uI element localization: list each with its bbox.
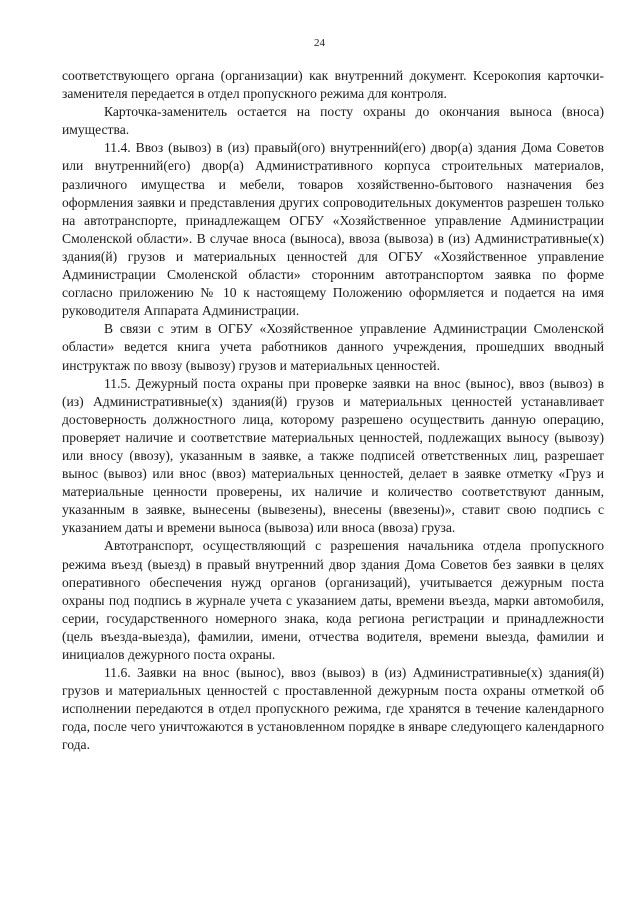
paragraph: Карточка-заменитель остается на посту охраны до окончания выноса (вноса) имущества. <box>62 104 604 138</box>
paragraph-11-6: 11.6. Заявки на внос (вынос), ввоз (вывоз) в (из) Административные(х) здания(й) грузов и материальных ценностей с проставленной дежурным поста охраны отметкой об исполнении передаются в отдел пропускного режима, где хранятся в течение календарного года, после чего уничтожаются в установленном порядке в январе следующего календарного года. <box>62 665 604 753</box>
paragraph: Автотранспорт, осуществляющий с разрешения начальника отдела пропускного режима въезд (выезд) в правый внутренний двор здания Дома Советов без заявки в целях оперативного обеспечения нужд органов (организаций), учитывается дежурным поста охраны под подпись в журнале учета с указанием даты, времени въезда, марки автомобиля, серии, государственного номерного знака, кода региона регистрации и принадлежности (цель въезда-выезда), фамилии, имени, отчества водителя, времени выезда, фамилии и инициалов дежурного поста охраны. <box>62 538 604 662</box>
paragraph: В связи с этим в ОГБУ «Хозяйственное управление Администрации Смоленской области» ведется книга учета работников данного учреждения, прошедших вводный инструктаж по ввозу (вывозу) грузов и материальных ценностей. <box>62 321 604 373</box>
page-number: 24 <box>314 37 325 49</box>
document-body <box>62 67 604 755</box>
paragraph: соответствующего органа (организации) как внутренний документ. Ксерокопия карточки-заменителя передается в отдел пропускного режима для контроля. <box>62 68 604 102</box>
paragraph-11-5: 11.5. Дежурный поста охраны при проверке заявки на внос (вынос), ввоз (вывоз) в (из) Административные(х) здания(й) грузов и материальных ценностей устанавливает достоверность должностного лица, которому разрешено осуществить данную операцию, проверяет наличие и соответствие материальных ценностей, подлежащих выносу (вывозу) или вносу (ввозу), указанным в заявке, а также подписей ответственных лиц, разрешает вынос (вывоз) или внос (ввоз) материальных ценностей, делает в заявке отметку «Груз и материальные ценности проверены, их наличие и количество соответствуют данным, указанным в заявке, вынесены (вывезены), внесены (ввезены)», ставит свою подпись с указанием даты и времени выноса (вывоза) или вноса (ввоза) груза. <box>62 375 604 536</box>
paragraph-11-4: 11.4. Ввоз (вывоз) в (из) правый(ого) внутренний(его) двор(а) здания Дома Советов или внутренний(его) двор(а) Административного корпуса строительных материалов, различного имущества и мебели, товаров хозяйственно-бытового назначения без оформления заявки и представления других сопроводительных документов разрешен только на автотранспорте, принадлежащем ОГБУ «Хозяйственное управление Администрации Смоленской области». В случае вноса (выноса), ввоза (вывоза) в (из) Административные(х) здания(й) грузов и материальных ценностей для ОГБУ «Хозяйственное управление Администрации Смоленской области» сторонним автотранспортом заявка по форме согласно приложению № 10 к настоящему Положению оформляется и подается на имя руководителя Аппарата Администрации. <box>62 140 604 319</box>
